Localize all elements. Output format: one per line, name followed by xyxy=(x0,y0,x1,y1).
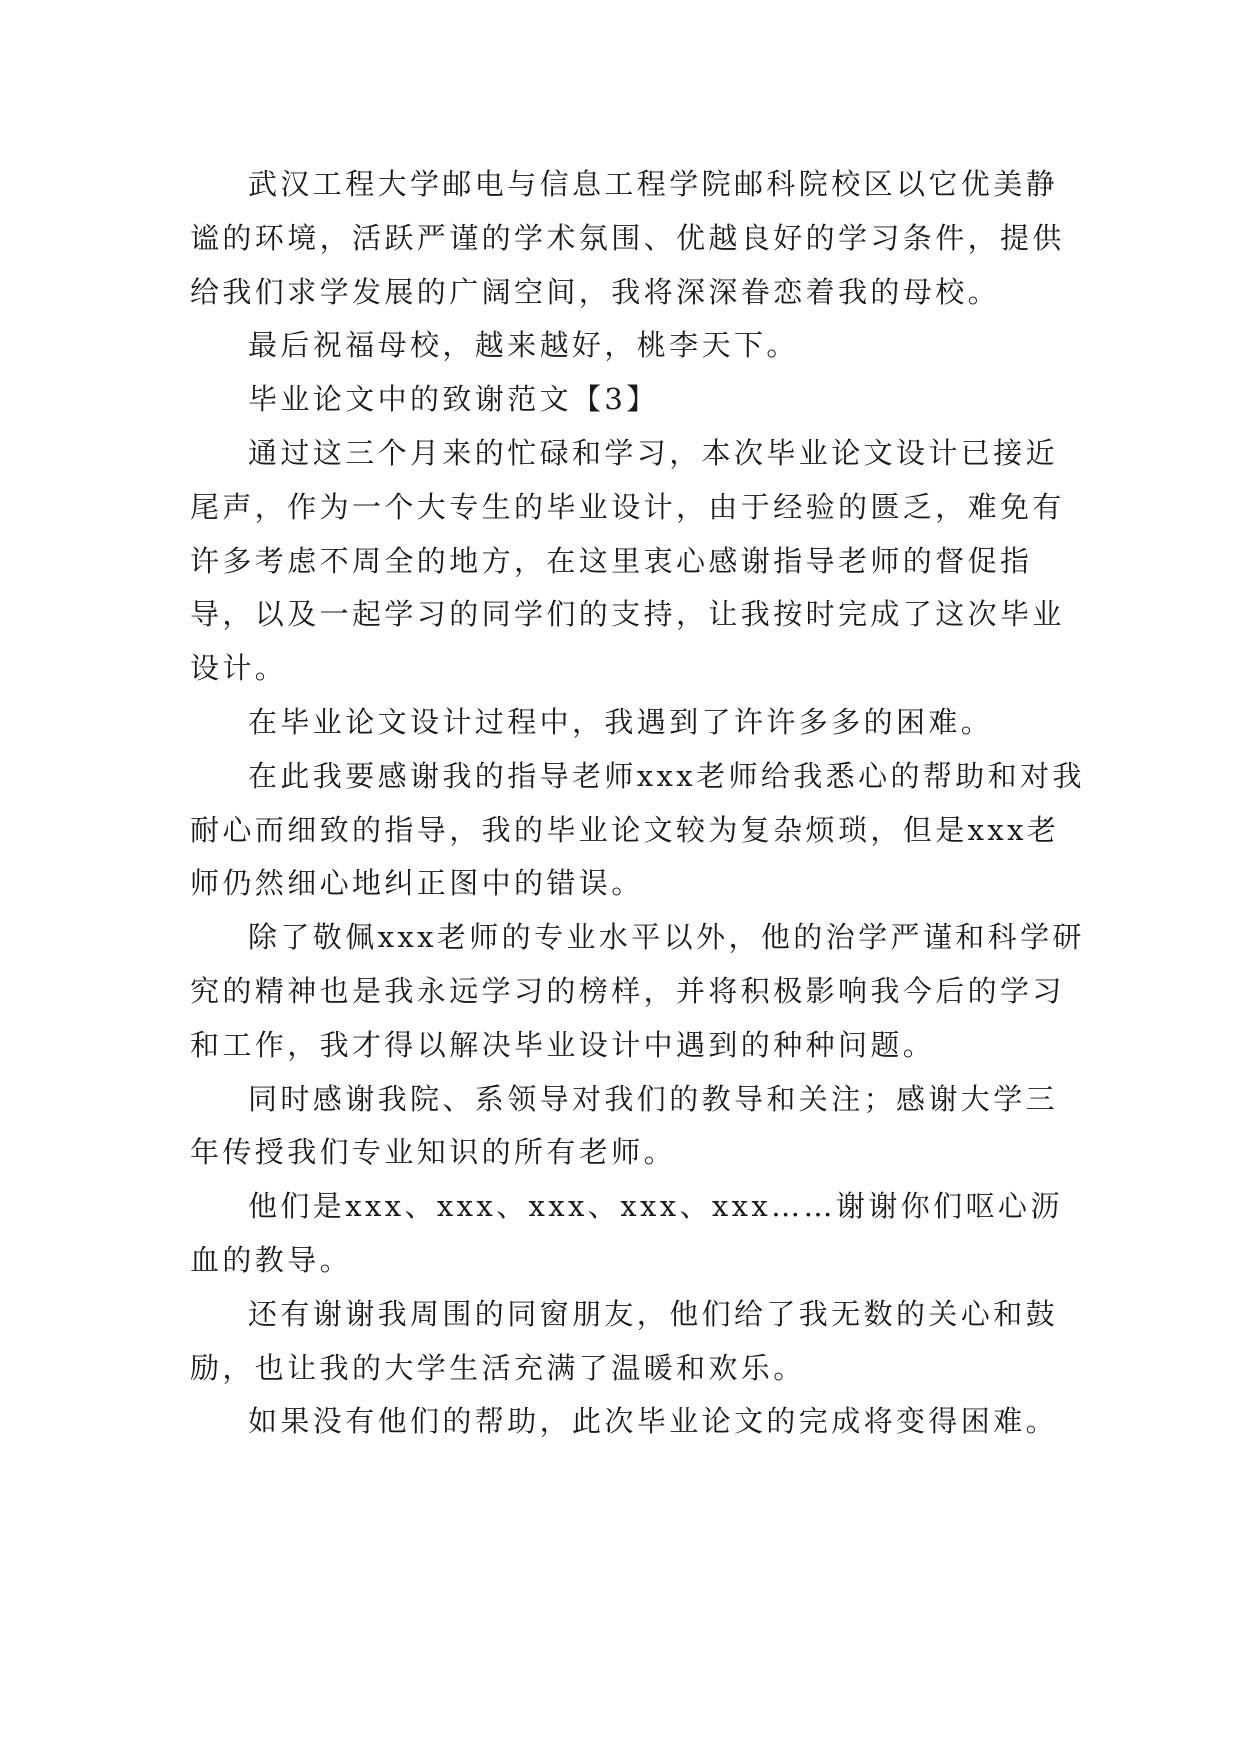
paragraph: 在此我要感谢我的指导老师xxx老师给我悉心的帮助和对我耐心而细致的指导，我的毕业论文较为复杂烦琐，但是xxx老师仍然细心地纠正图中的错误。 xyxy=(190,758,1085,901)
paragraph: 在毕业论文设计过程中，我遇到了许许多多的困难。 xyxy=(248,704,994,739)
document-body xyxy=(190,158,1090,1449)
paragraph: 武汉工程大学邮电与信息工程学院邮科院校区以它优美静谧的环境，活跃严谨的学术氛围、优越良好的学习条件，提供给我们求学发展的广阔空间，我将深深眷恋着我的母校。 xyxy=(190,167,1065,309)
paragraph: 还有谢谢我周围的同窗朋友，他们给了我无数的关心和鼓励，也让我的大学生活充满了温暖和欢乐。 xyxy=(190,1296,1059,1385)
paragraph: 如果没有他们的帮助，此次毕业论文的完成将变得困难。 xyxy=(248,1404,1059,1439)
paragraph: 除了敬佩xxx老师的专业水平以外，他的治学严谨和科学研究的精神也是我永远学习的榜样，并将积极影响我今后的学习和工作，我才得以解决毕业设计中遇到的种种问题。 xyxy=(190,920,1085,1062)
paragraph: 同时感谢我院、系领导对我们的教导和关注；感谢大学三年传授我们专业知识的所有老师。 xyxy=(190,1081,1059,1170)
paragraph: 最后祝福母校，越来越好，桃李天下。 xyxy=(248,328,799,363)
section-heading: 毕业论文中的致谢范文【3】 xyxy=(248,382,659,417)
paragraph: 通过这三个月来的忙碌和学习，本次毕业论文设计已接近尾声，作为一个大专生的毕业设计，由于经验的匮乏，难免有许多考虑不周全的地方，在这里衷心感谢指导老师的督促指导，以及一起学习的同学们的支持，让我按时完成了这次毕业设计。 xyxy=(190,435,1065,686)
paragraph: 他们是xxx、xxx、xxx、xxx、xxx……谢谢你们呕心沥血的教导。 xyxy=(190,1189,1063,1277)
